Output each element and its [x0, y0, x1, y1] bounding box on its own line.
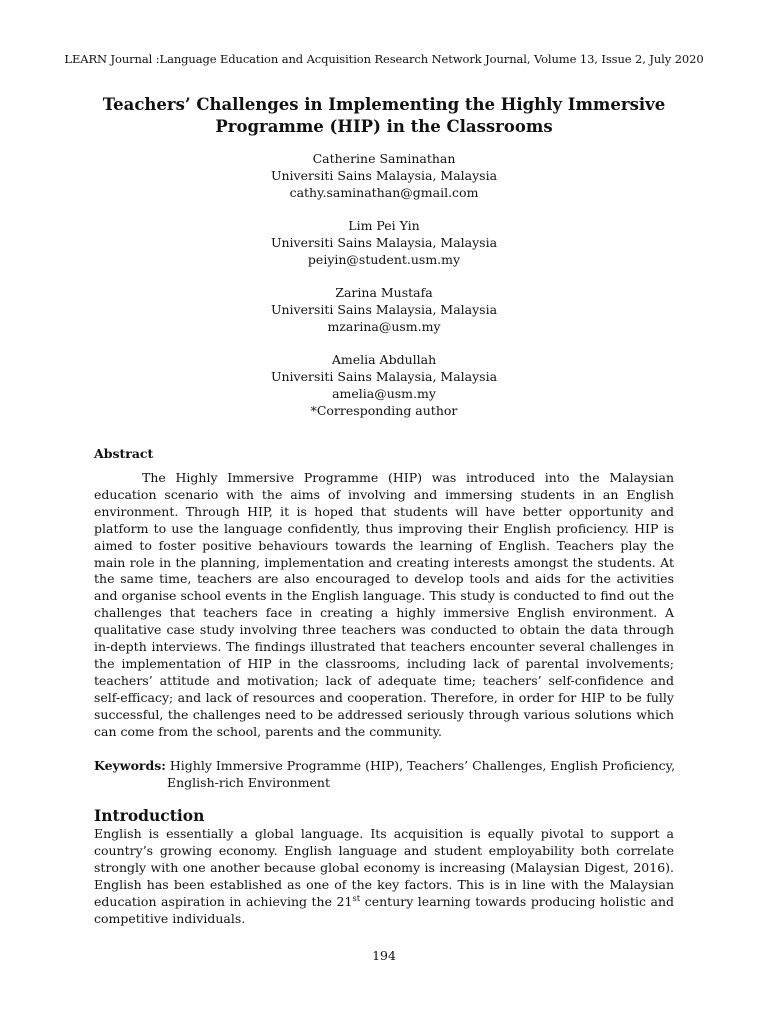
author-list: [0, 150, 768, 435]
author-affiliation: Universiti Sains Malaysia, Malaysia: [270, 302, 498, 317]
keywords: [94, 757, 684, 791]
introduction-text-part-1: English is essentially a global language. Its acquisition is equally pivotal to support a country’s growing economy. English language and student employability both correlate strongly with one another because global economy is increasing (Malaysian Digest, 2016). English has been established as one of the key factors. This is in line with the Malaysian education aspiration in achieving the 21: [94, 826, 674, 909]
author-affiliation: Universiti Sains Malaysia, Malaysia: [270, 235, 498, 250]
page-number: 194: [372, 948, 396, 963]
title-line-1: Teachers’ Challenges in Implementing the Highly Immersive: [102, 95, 666, 114]
abstract-heading: Abstract: [94, 446, 154, 461]
paper-title: [60, 94, 708, 138]
keywords-line-2: English-rich Environment: [167, 775, 330, 790]
introduction-text: [94, 826, 674, 927]
author-block: [0, 150, 768, 201]
author-block: [0, 284, 768, 335]
author-email: peiyin@student.usm.my: [307, 252, 461, 267]
author-name: Amelia Abdullah: [331, 352, 437, 367]
journal-header: LEARN Journal :Language Education and Acquisition Research Network Journal, Volume 13, Issue 2, July 2020: [64, 52, 704, 66]
author-affiliation: Universiti Sains Malaysia, Malaysia: [270, 369, 498, 384]
corresponding-author-note: *Corresponding author: [310, 403, 458, 418]
author-block: [0, 351, 768, 419]
author-name: Lim Pei Yin: [348, 218, 420, 233]
author-affiliation: Universiti Sains Malaysia, Malaysia: [270, 168, 498, 183]
introduction-text-part-2: century learning towards producing holistic and competitive individuals.: [94, 893, 674, 926]
author-email: cathy.saminathan@gmail.com: [289, 185, 479, 200]
author-email: mzarina@usm.my: [327, 319, 441, 334]
keywords-line-1: Highly Immersive Programme (HIP), Teachers’ Challenges, English Proficiency,: [169, 758, 676, 773]
abstract-text: The Highly Immersive Programme (HIP) was introduced into the Malaysian education scenario with the aims of involving and immersing students in an English environment. Through HIP, it is hoped that students will have better opportunity and platform to use the language confidently, thus improving their English proficiency. HIP is aimed to foster positive behaviours towards the learning of English. Teachers play the main role in the planning, implementation and creating interests amongst the students. At the same time, teachers are also encouraged to develop tools and aids for the activities and organise school events in the English language. This study is conducted to find out the challenges that teachers face in creating a highly immersive English environment. A qualitative case study involving three teachers was conducted to obtain the data through in-depth interviews. The findings illustrated that teachers encounter several challenges in the implementation of HIP in the classrooms, including lack of parental involvements; teachers’ attitude and motivation; lack of adequate time; teachers’ self-confidence and self-efficacy; and lack of resources and cooperation. Therefore, in order for HIP to be fully successful, the challenges need to be addressed seriously through various solutions which can come from the school, parents and the community.: [94, 470, 674, 739]
title-line-2: Programme (HIP) in the Classrooms: [215, 117, 553, 136]
ordinal-superscript: st: [352, 893, 361, 904]
author-email: amelia@usm.my: [332, 386, 436, 401]
introduction-heading: Introduction: [94, 806, 205, 825]
keywords-label: Keywords:: [94, 758, 166, 773]
author-block: [0, 217, 768, 268]
author-name: Zarina Mustafa: [335, 285, 433, 300]
author-name: Catherine Saminathan: [312, 151, 456, 166]
